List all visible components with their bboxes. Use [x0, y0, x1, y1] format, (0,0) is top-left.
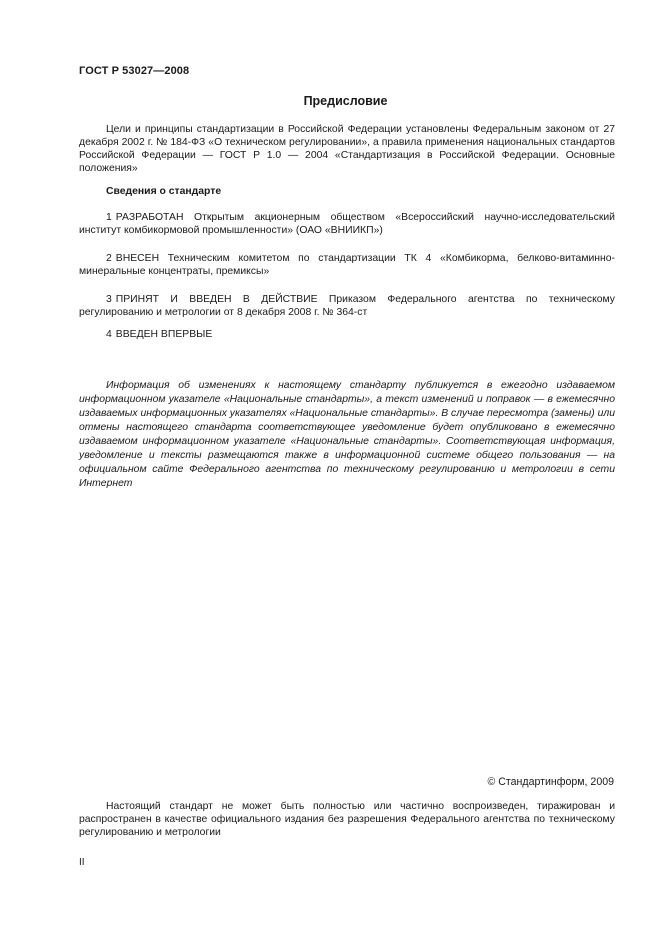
- info-item-1: [79, 211, 615, 237]
- section-heading: Сведения о стандарте: [106, 186, 222, 197]
- page-title: Предисловие: [303, 94, 388, 108]
- info-item-2: [79, 252, 615, 278]
- info-item-4: [79, 328, 615, 341]
- reproduction-notice: Настоящий стандарт не может быть полностью или частично воспроизведен, тиражирован и распространен в качестве официального издания без разрешения Федерального агентства по техническому регулированию и метрологии: [79, 801, 615, 838]
- copyright-notice: © Стандартинформ, 2009: [487, 776, 614, 788]
- info-item-number: 4: [106, 329, 112, 340]
- page-number: II: [79, 857, 85, 868]
- info-item-text: РАЗРАБОТАН Открытым акционерным обществом «Всероссийский научно-исследовательский институт комбикормовой промышленности» (ОАО «ВНИИКП»): [79, 212, 615, 236]
- standard-code: ГОСТ Р 53027—2008: [79, 65, 190, 77]
- info-item-3: [79, 293, 615, 319]
- info-item-text: ВВЕДЕН ВПЕРВЫЕ: [115, 329, 213, 340]
- intro-paragraph: Цели и принципы стандартизации в Российской Федерации установлены Федеральным законом от 27 декабря 2002 г. № 184-ФЗ «О техническом регулировании», а правила применения национальных стандартов Российской Федерации — ГОСТ Р 1.0 — 2004 «Стандартизация в Российской Федерации. Основные положения»: [79, 124, 615, 174]
- info-item-text: ПРИНЯТ И ВВЕДЕН В ДЕЙСТВИЕ Приказом Федерального агентства по техническому регулированию и метрологии от 8 декабря 2008 г. № 364-ст: [79, 294, 615, 318]
- info-item-text: ВНЕСЕН Техническим комитетом по стандартизации ТК 4 «Комбикорма, белково-витаминно-минеральные концентраты, премиксы»: [79, 253, 615, 277]
- info-item-number: 1: [106, 212, 112, 223]
- changes-notice: Информация об изменениях к настоящему стандарту публикуется в ежегодно издаваемом информационном указателе «Национальные стандарты», а текст изменений и поправок — в ежемесячно издаваемых информационных указателях «Национальные стандарты». В случае пересмотра (замены) или отмены настоящего стандарта соответствующее уведомление будет опубликовано в ежемесячно издаваемом информационном указателе «Национальные стандарты». Соответствующая информация, уведомление и тексты размещаются также в информационной системе общего пользования — на официальном сайте Федерального агентства по техническому регулированию и метрологии в сети Интернет: [79, 380, 615, 489]
- info-item-number: 3: [106, 294, 112, 305]
- info-item-number: 2: [106, 253, 112, 264]
